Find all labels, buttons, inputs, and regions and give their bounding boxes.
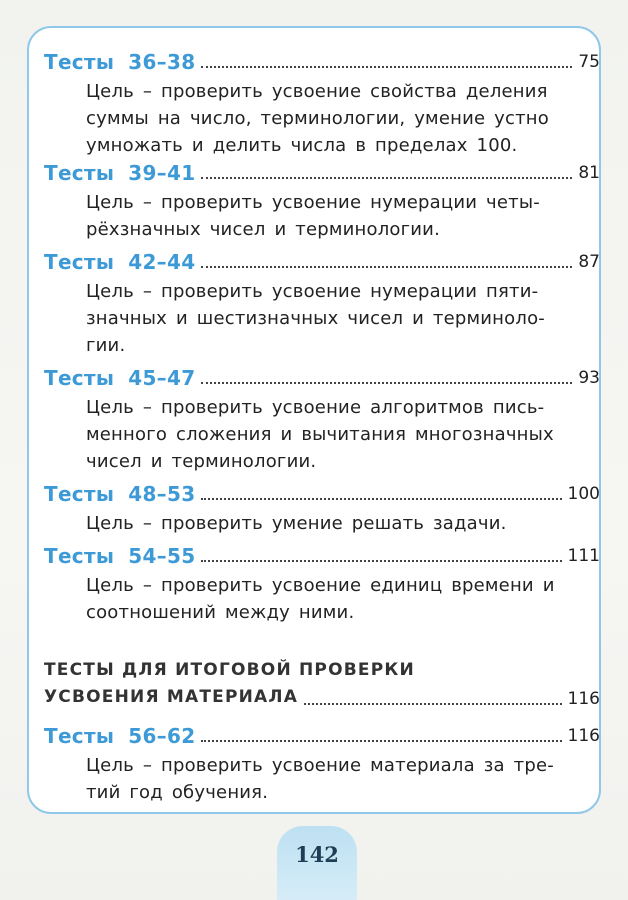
toc-section[interactable] [44, 657, 600, 711]
toc-entry[interactable] [44, 244, 600, 359]
entry-description: Цель – проверить умение решать задачи. [86, 513, 507, 534]
entry-description: Цель – проверить усвоение нумерации пяти- значных и шестизначных чисел и терминоло- гии. [86, 281, 545, 356]
entry-description: Цель – проверить усвоение нумерации четы- рёхзначных чисел и терминологии. [86, 192, 540, 240]
dot-leader [304, 703, 561, 705]
page-number: 142 [295, 842, 339, 867]
entry-description: Цель – проверить усвоение свойства деления суммы на число, терминологии, умение устно умножать и делить числа в пределах 100. [86, 81, 549, 156]
page-ref: 100 [567, 484, 600, 504]
toc-entry-header [44, 244, 600, 274]
dot-leader [201, 66, 572, 68]
entry-title: Тесты 45–47 [44, 366, 196, 390]
toc-entry[interactable] [44, 476, 600, 537]
section-title-line-2: УСВОЕНИЯ МАТЕРИАЛА [44, 687, 299, 707]
entry-title: Тесты 48–53 [44, 482, 196, 506]
toc-entry[interactable] [44, 538, 600, 626]
page-ref: 116 [567, 689, 600, 709]
dot-leader [201, 498, 561, 500]
entry-title: Тесты 36–38 [44, 50, 196, 74]
entry-description: Цель – проверить усвоение алгоритмов пись- менного сложения и вычитания многозначных чисел и терминологии. [86, 397, 554, 472]
entry-description: Цель – проверить усвоение материала за тре- тий год обучения. [86, 755, 554, 803]
toc-entry[interactable] [44, 360, 600, 475]
page-ref: 111 [567, 546, 600, 566]
section-title-line-1: ТЕСТЫ ДЛЯ ИТОГОВОЙ ПРОВЕРКИ [44, 660, 415, 680]
page-ref: 75 [578, 52, 600, 72]
toc-entry-header [44, 718, 600, 748]
entry-title: Тесты 39–41 [44, 161, 196, 185]
page-ref: 81 [578, 163, 600, 183]
page-ref: 116 [567, 726, 600, 746]
entry-title: Тесты 54–55 [44, 544, 196, 568]
dot-leader [201, 382, 572, 384]
page-ref: 93 [578, 368, 600, 388]
toc-entry[interactable] [44, 155, 600, 243]
toc-entry[interactable] [44, 718, 600, 806]
entry-description: Цель – проверить усвоение единиц времени и соотношений между ними. [86, 575, 555, 623]
entry-title: Тесты 56–62 [44, 724, 196, 748]
dot-leader [201, 740, 561, 742]
dot-leader [201, 560, 561, 562]
page-ref: 87 [578, 252, 600, 272]
section-header-row [44, 684, 600, 711]
toc-entry-header [44, 44, 600, 74]
entry-title: Тесты 42–44 [44, 250, 196, 274]
dot-leader [201, 266, 572, 268]
toc-entry-header [44, 155, 600, 185]
toc-entry-header [44, 360, 600, 390]
toc-entry-header [44, 538, 600, 568]
toc-entry[interactable] [44, 44, 600, 159]
toc-entry-header [44, 476, 600, 506]
dot-leader [201, 177, 572, 179]
